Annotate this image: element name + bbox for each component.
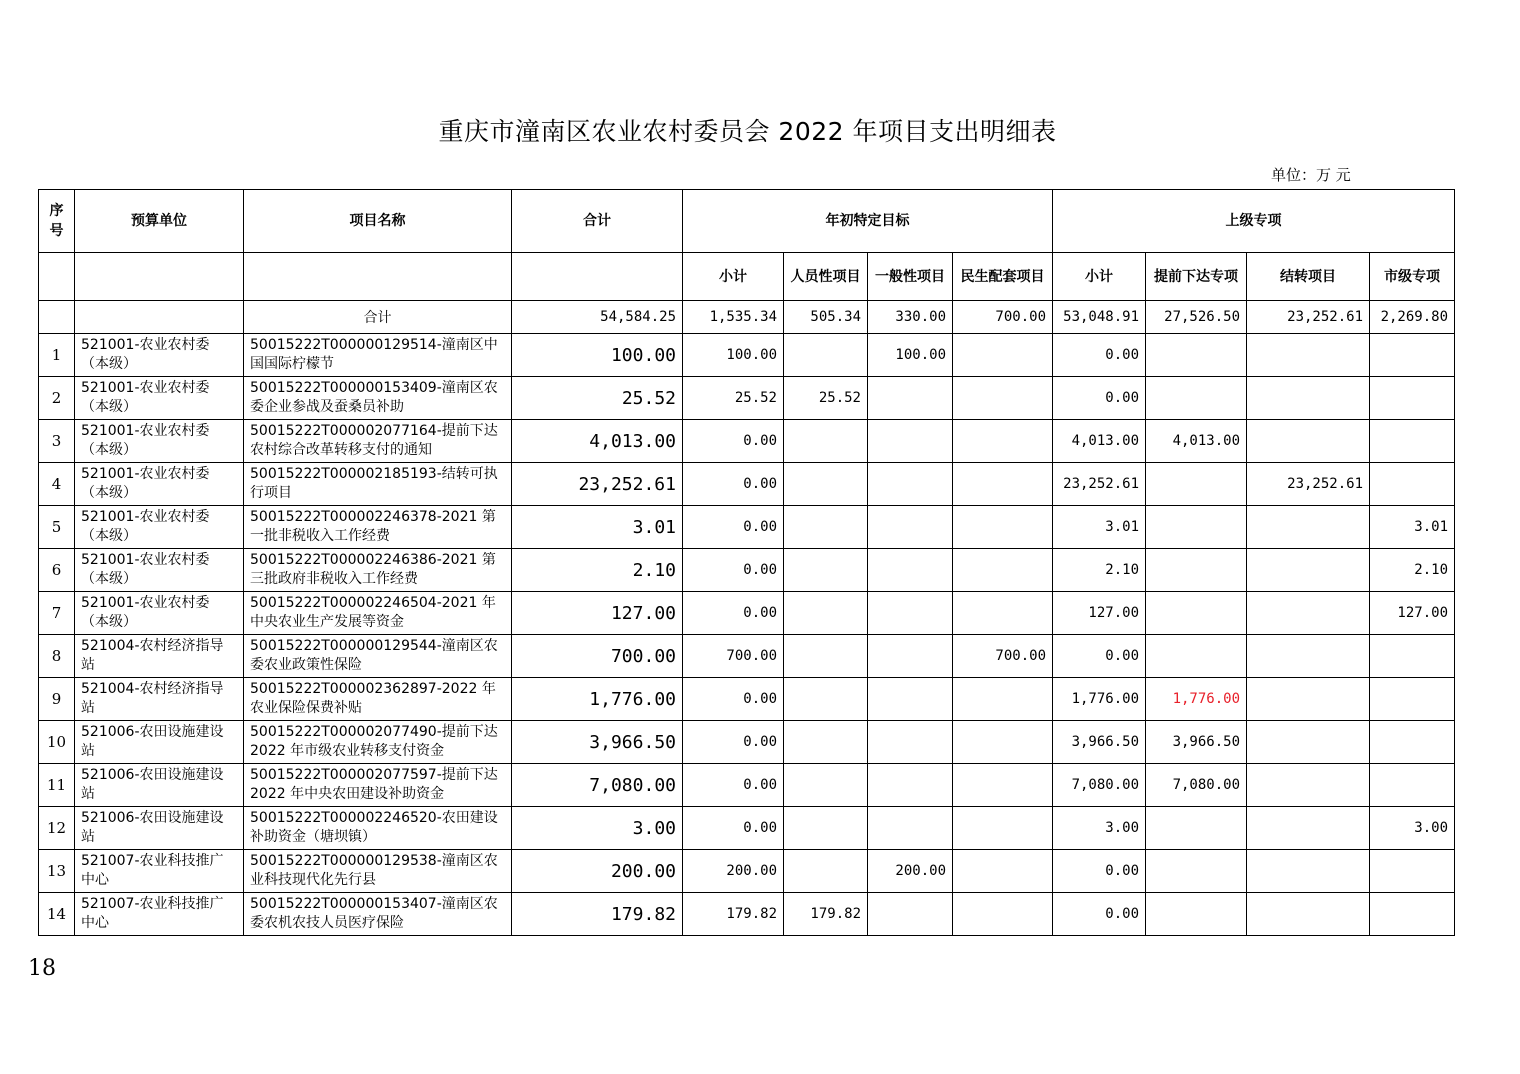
cell-b-city: 2.10: [1370, 549, 1455, 592]
header-a-personnel: 人员性项目: [784, 253, 868, 301]
cell-a-personnel: 179.82: [784, 893, 868, 936]
table-row: [39, 764, 1455, 807]
table-row: [39, 549, 1455, 592]
header-a-livelihood: 民生配套项目: [953, 253, 1053, 301]
total-a-subtotal: 1,535.34: [683, 301, 784, 334]
cell-project: 50015222T000000129538-潼南区农业科技现代化先行县: [244, 850, 512, 893]
cell-b-subtotal: 4,013.00: [1053, 420, 1146, 463]
cell-a-general: [868, 721, 953, 764]
cell-seq: 14: [39, 893, 75, 936]
cell-project: 50015222T000002077164-提前下达农村综合改革转移支付的通知: [244, 420, 512, 463]
cell-b-city: [1370, 635, 1455, 678]
cell-b-advance: [1146, 334, 1247, 377]
cell-a-livelihood: [953, 549, 1053, 592]
total-b-advance: 27,526.50: [1146, 301, 1247, 334]
cell-b-advance: [1146, 635, 1247, 678]
cell-unit: 521001-农业农村委（本级）: [75, 506, 244, 549]
cell-b-city: [1370, 463, 1455, 506]
cell-a-general: [868, 635, 953, 678]
cell-b-city: [1370, 420, 1455, 463]
cell-a-subtotal: 0.00: [683, 721, 784, 764]
cell-b-carry: [1247, 721, 1370, 764]
cell-b-advance: [1146, 463, 1247, 506]
cell-unit: 521001-农业农村委（本级）: [75, 334, 244, 377]
table-row: [39, 721, 1455, 764]
cell-a-subtotal: 700.00: [683, 635, 784, 678]
cell-b-subtotal: 0.00: [1053, 377, 1146, 420]
cell-b-carry: [1247, 549, 1370, 592]
cell-b-advance: [1146, 893, 1247, 936]
cell-a-livelihood: [953, 592, 1053, 635]
cell-total: 127.00: [512, 592, 683, 635]
cell-project: 50015222T000000129514-潼南区中国国际柠檬节: [244, 334, 512, 377]
cell-b-city: 127.00: [1370, 592, 1455, 635]
total-b-carry: 23,252.61: [1247, 301, 1370, 334]
cell-seq: 11: [39, 764, 75, 807]
cell-unit: 521006-农田设施建设站: [75, 721, 244, 764]
cell-a-subtotal: 179.82: [683, 893, 784, 936]
total-b-subtotal: 53,048.91: [1053, 301, 1146, 334]
cell-a-livelihood: [953, 764, 1053, 807]
cell-b-subtotal: 0.00: [1053, 893, 1146, 936]
header-a-subtotal: 小计: [683, 253, 784, 301]
cell-a-livelihood: [953, 506, 1053, 549]
header-b-city: 市级专项: [1370, 253, 1455, 301]
cell-a-personnel: [784, 334, 868, 377]
cell-a-general: [868, 893, 953, 936]
page-title: 重庆市潼南区农业农村委员会 2022 年项目支出明细表: [438, 117, 1057, 146]
cell-a-subtotal: 25.52: [683, 377, 784, 420]
table-row: [39, 592, 1455, 635]
cell-b-carry: [1247, 635, 1370, 678]
total-unit: [75, 301, 244, 334]
cell-b-subtotal: 2.10: [1053, 549, 1146, 592]
cell-b-carry: [1247, 592, 1370, 635]
cell-b-carry: [1247, 506, 1370, 549]
cell-a-personnel: 25.52: [784, 377, 868, 420]
cell-b-city: [1370, 850, 1455, 893]
cell-b-advance: [1146, 807, 1247, 850]
cell-b-city: [1370, 334, 1455, 377]
header-a-general: 一般性项目: [868, 253, 953, 301]
header-project: 项目名称: [244, 190, 512, 253]
header-group-superior: 上级专项: [1053, 190, 1455, 253]
cell-seq: 12: [39, 807, 75, 850]
header-total: 合计: [512, 190, 683, 253]
cell-seq: 13: [39, 850, 75, 893]
table-row: [39, 377, 1455, 420]
cell-seq: 5: [39, 506, 75, 549]
cell-b-subtotal: 3,966.50: [1053, 721, 1146, 764]
cell-project: 50015222T000002246378-2021 第一批非税收入工作经费: [244, 506, 512, 549]
cell-a-personnel: [784, 506, 868, 549]
expenditure-table: [38, 189, 1455, 936]
cell-a-subtotal: 0.00: [683, 420, 784, 463]
total-a-livelihood: 700.00: [953, 301, 1053, 334]
cell-project: 50015222T000002185193-结转可执行项目: [244, 463, 512, 506]
cell-a-personnel: [784, 592, 868, 635]
cell-a-general: [868, 807, 953, 850]
cell-b-subtotal: 0.00: [1053, 334, 1146, 377]
cell-b-city: 3.00: [1370, 807, 1455, 850]
cell-a-personnel: [784, 463, 868, 506]
cell-a-personnel: [784, 420, 868, 463]
cell-b-advance: [1146, 549, 1247, 592]
cell-a-personnel: [784, 721, 868, 764]
cell-a-subtotal: 100.00: [683, 334, 784, 377]
cell-unit: 521007-农业科技推广中心: [75, 893, 244, 936]
cell-total: 2.10: [512, 549, 683, 592]
cell-a-subtotal: 0.00: [683, 463, 784, 506]
cell-b-advance: 4,013.00: [1146, 420, 1247, 463]
cell-a-general: [868, 463, 953, 506]
cell-b-city: [1370, 377, 1455, 420]
unit-label: 单位：万 元: [1271, 166, 1351, 184]
cell-seq: 9: [39, 678, 75, 721]
cell-unit: 521007-农业科技推广中心: [75, 850, 244, 893]
cell-total: 100.00: [512, 334, 683, 377]
cell-seq: 3: [39, 420, 75, 463]
cell-seq: 4: [39, 463, 75, 506]
total-a-personnel: 505.34: [784, 301, 868, 334]
header-empty: [39, 253, 75, 301]
cell-a-livelihood: [953, 678, 1053, 721]
cell-project: 50015222T000002246520-农田建设补助资金（塘坝镇）: [244, 807, 512, 850]
cell-total: 700.00: [512, 635, 683, 678]
cell-total: 179.82: [512, 893, 683, 936]
cell-seq: 10: [39, 721, 75, 764]
cell-seq: 6: [39, 549, 75, 592]
cell-a-livelihood: [953, 807, 1053, 850]
cell-b-advance: 1,776.00: [1146, 678, 1247, 721]
cell-b-city: 3.01: [1370, 506, 1455, 549]
table-row: [39, 420, 1455, 463]
cell-a-subtotal: 0.00: [683, 592, 784, 635]
cell-b-city: [1370, 893, 1455, 936]
cell-unit: 521001-农业农村委（本级）: [75, 592, 244, 635]
cell-total: 1,776.00: [512, 678, 683, 721]
cell-b-city: [1370, 764, 1455, 807]
table-row: [39, 850, 1455, 893]
total-a-general: 330.00: [868, 301, 953, 334]
cell-b-carry: [1247, 807, 1370, 850]
cell-unit: 521004-农村经济指导站: [75, 678, 244, 721]
cell-a-livelihood: [953, 377, 1053, 420]
cell-b-advance: [1146, 377, 1247, 420]
cell-a-personnel: [784, 764, 868, 807]
cell-b-advance: [1146, 592, 1247, 635]
table-row: [39, 334, 1455, 377]
cell-b-city: [1370, 678, 1455, 721]
cell-b-carry: [1247, 334, 1370, 377]
cell-a-livelihood: 700.00: [953, 635, 1053, 678]
cell-project: 50015222T000002246386-2021 第三批政府非税收入工作经费: [244, 549, 512, 592]
cell-total: 25.52: [512, 377, 683, 420]
cell-a-general: 200.00: [868, 850, 953, 893]
cell-a-livelihood: [953, 893, 1053, 936]
cell-b-subtotal: 0.00: [1053, 850, 1146, 893]
cell-a-general: [868, 764, 953, 807]
table-row: [39, 678, 1455, 721]
cell-unit: 521001-农业农村委（本级）: [75, 463, 244, 506]
cell-total: 200.00: [512, 850, 683, 893]
table-row: [39, 807, 1455, 850]
cell-a-livelihood: [953, 463, 1053, 506]
cell-project: 50015222T000002246504-2021 年中央农业生产发展等资金: [244, 592, 512, 635]
cell-seq: 7: [39, 592, 75, 635]
cell-b-subtotal: 0.00: [1053, 635, 1146, 678]
total-label: 合计: [244, 301, 512, 334]
cell-total: 7,080.00: [512, 764, 683, 807]
total-total: 54,584.25: [512, 301, 683, 334]
cell-b-subtotal: 3.01: [1053, 506, 1146, 549]
cell-seq: 2: [39, 377, 75, 420]
cell-a-subtotal: 200.00: [683, 850, 784, 893]
cell-b-carry: 23,252.61: [1247, 463, 1370, 506]
cell-unit: 521001-农业农村委（本级）: [75, 377, 244, 420]
cell-project: 50015222T000002077490-提前下达 2022 年市级农业转移支付资金: [244, 721, 512, 764]
cell-a-livelihood: [953, 334, 1053, 377]
cell-a-general: [868, 592, 953, 635]
table-row: [39, 506, 1455, 549]
cell-a-general: [868, 420, 953, 463]
cell-unit: 521006-农田设施建设站: [75, 807, 244, 850]
header-b-subtotal: 小计: [1053, 253, 1146, 301]
cell-a-general: [868, 377, 953, 420]
cell-seq: 1: [39, 334, 75, 377]
cell-b-advance: 3,966.50: [1146, 721, 1247, 764]
cell-unit: 521001-农业农村委（本级）: [75, 549, 244, 592]
page-number: 18: [28, 956, 56, 981]
cell-b-carry: [1247, 893, 1370, 936]
cell-b-carry: [1247, 850, 1370, 893]
cell-a-general: [868, 549, 953, 592]
header-seq: 序号: [39, 190, 75, 253]
cell-a-livelihood: [953, 850, 1053, 893]
header-unit: 预算单位: [75, 190, 244, 253]
cell-a-general: [868, 678, 953, 721]
cell-b-subtotal: 23,252.61: [1053, 463, 1146, 506]
cell-a-personnel: [784, 850, 868, 893]
cell-b-advance: [1146, 850, 1247, 893]
cell-project: 50015222T000002362897-2022 年农业保险保费补贴: [244, 678, 512, 721]
cell-b-subtotal: 3.00: [1053, 807, 1146, 850]
cell-b-carry: [1247, 678, 1370, 721]
header-empty: [75, 253, 244, 301]
table-row: [39, 463, 1455, 506]
cell-project: 50015222T000000129544-潼南区农委农业政策性保险: [244, 635, 512, 678]
total-b-city: 2,269.80: [1370, 301, 1455, 334]
header-b-carry: 结转项目: [1247, 253, 1370, 301]
cell-a-subtotal: 0.00: [683, 506, 784, 549]
cell-total: 4,013.00: [512, 420, 683, 463]
cell-unit: 521001-农业农村委（本级）: [75, 420, 244, 463]
cell-b-subtotal: 127.00: [1053, 592, 1146, 635]
cell-a-personnel: [784, 678, 868, 721]
cell-seq: 8: [39, 635, 75, 678]
cell-project: 50015222T000002077597-提前下达 2022 年中央农田建设补助资金: [244, 764, 512, 807]
header-empty: [244, 253, 512, 301]
cell-a-subtotal: 0.00: [683, 764, 784, 807]
cell-b-advance: [1146, 506, 1247, 549]
cell-a-subtotal: 0.00: [683, 807, 784, 850]
cell-unit: 521004-农村经济指导站: [75, 635, 244, 678]
header-group-annual: 年初特定目标: [683, 190, 1053, 253]
table-row: [39, 893, 1455, 936]
cell-a-general: 100.00: [868, 334, 953, 377]
cell-b-carry: [1247, 377, 1370, 420]
cell-b-city: [1370, 721, 1455, 764]
cell-b-advance: 7,080.00: [1146, 764, 1247, 807]
cell-a-subtotal: 0.00: [683, 678, 784, 721]
cell-a-personnel: [784, 635, 868, 678]
cell-unit: 521006-农田设施建设站: [75, 764, 244, 807]
cell-a-subtotal: 0.00: [683, 549, 784, 592]
cell-a-personnel: [784, 549, 868, 592]
cell-b-subtotal: 1,776.00: [1053, 678, 1146, 721]
cell-total: 3.01: [512, 506, 683, 549]
cell-project: 50015222T000000153409-潼南区农委企业参战及蚕桑员补助: [244, 377, 512, 420]
cell-a-general: [868, 506, 953, 549]
total-seq: [39, 301, 75, 334]
cell-a-livelihood: [953, 420, 1053, 463]
table-row: [39, 635, 1455, 678]
cell-total: 3.00: [512, 807, 683, 850]
cell-b-subtotal: 7,080.00: [1053, 764, 1146, 807]
table-body: [39, 334, 1455, 936]
cell-project: 50015222T000000153407-潼南区农委农机农技人员医疗保险: [244, 893, 512, 936]
cell-a-personnel: [784, 807, 868, 850]
total-row: [39, 301, 1455, 334]
cell-total: 3,966.50: [512, 721, 683, 764]
cell-total: 23,252.61: [512, 463, 683, 506]
cell-a-livelihood: [953, 721, 1053, 764]
header-empty: [512, 253, 683, 301]
cell-b-carry: [1247, 420, 1370, 463]
header-b-advance: 提前下达专项: [1146, 253, 1247, 301]
cell-b-carry: [1247, 764, 1370, 807]
